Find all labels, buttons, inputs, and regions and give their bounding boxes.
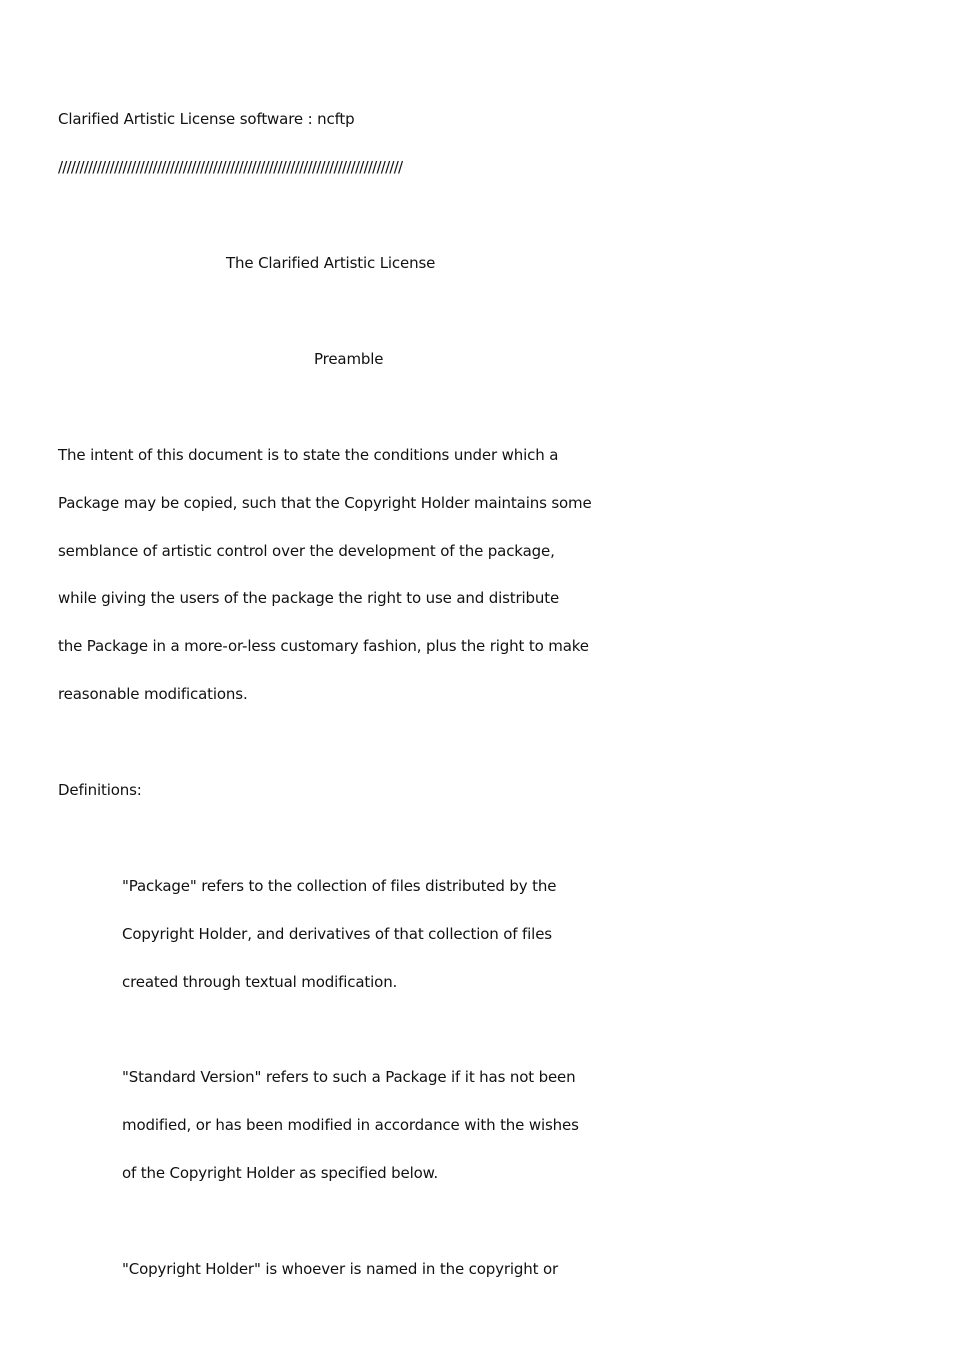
definition-line: created through textual modification. — [122, 973, 398, 991]
preamble-line: The intent of this document is to state the conditions under which a — [58, 446, 559, 464]
preamble-line: reasonable modifications. — [58, 685, 248, 703]
definitions-heading: Definitions: — [58, 781, 142, 799]
preamble-line: while giving the users of the package the right to use and distribute — [58, 589, 560, 607]
license-title: The Clarified Artistic License — [226, 254, 436, 272]
separator-line: //////////////////////////////////////////////////////////////////////////////// — [58, 158, 403, 176]
definition-line: "Package" refers to the collection of files distributed by the — [122, 877, 557, 895]
preamble-heading: Preamble — [314, 350, 384, 368]
definition-line: of the Copyright Holder as specified below. — [122, 1164, 439, 1182]
definition-line: modified, or has been modified in accordance with the wishes — [122, 1116, 579, 1134]
preamble-line: the Package in a more-or-less customary fashion, plus the right to make — [58, 637, 589, 655]
definition-line: Copyright Holder, and derivatives of that collection of files — [122, 925, 552, 943]
definition-line: "Standard Version" refers to such a Package if it has not been — [122, 1068, 576, 1086]
header-title: Clarified Artistic License software : ncftp — [58, 110, 355, 128]
definition-line: "Copyright Holder" is whoever is named in the copyright or — [122, 1260, 559, 1278]
preamble-line: semblance of artistic control over the development of the package, — [58, 542, 555, 560]
preamble-line: Package may be copied, such that the Copyright Holder maintains some — [58, 494, 592, 512]
